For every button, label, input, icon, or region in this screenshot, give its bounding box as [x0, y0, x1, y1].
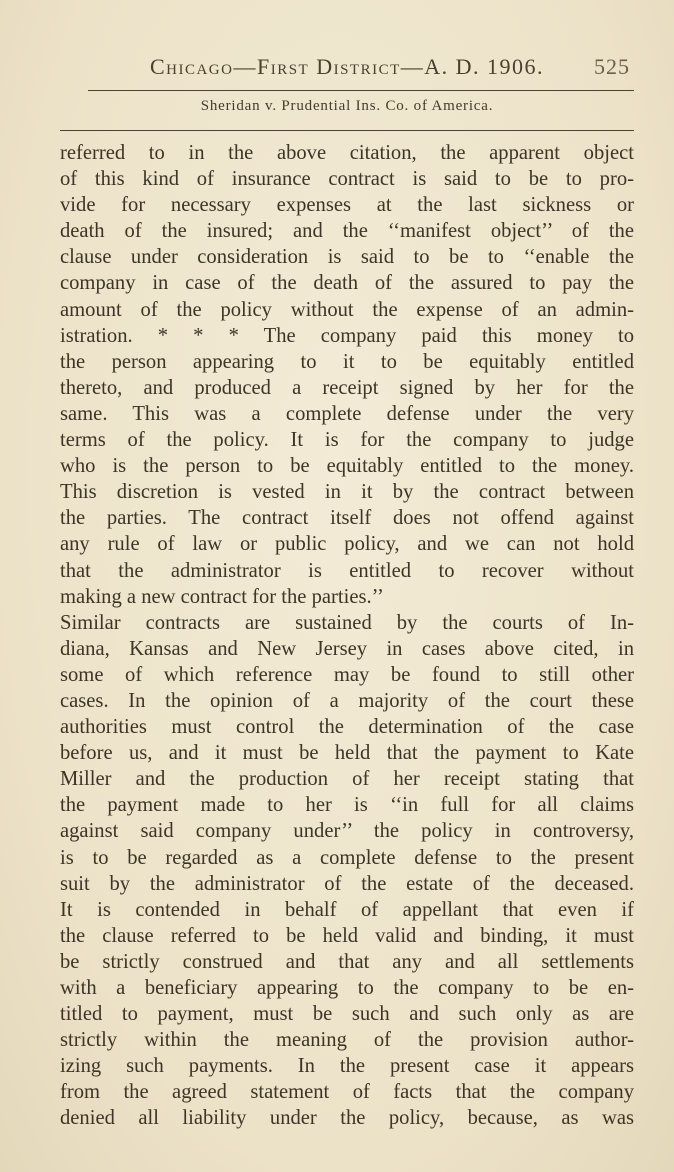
text-line: against said company under’’ the policy in controversy,: [60, 820, 634, 843]
text-line: thereto, and produced a receipt signed by her for the: [60, 376, 634, 399]
running-title: Chicago—First District—A. D. 1906.: [149, 54, 545, 79]
text-line: terms of the policy. It is for the company to judge: [60, 429, 634, 452]
page-number: 525: [594, 54, 630, 79]
text-line: referred to in the above citation, the apparent object: [60, 142, 634, 164]
text-line: izing such payments. In the present case it appears: [60, 1055, 634, 1078]
text-line: clause under consideration is said to be to ‘‘enable the: [60, 246, 634, 269]
text-line: before us, and it must be held that the payment to Kate: [60, 742, 634, 765]
header-rule-bottom: [60, 130, 634, 131]
text-line: any rule of law or public policy, and we can not hold: [60, 533, 634, 556]
text-line: that the administrator is entitled to recover without: [60, 559, 634, 582]
running-head: [60, 54, 634, 84]
text-line: This discretion is vested in it by the contract between: [60, 481, 634, 504]
text-line: who is the person to be equitably entitled to the money.: [60, 455, 634, 478]
text-line: amount of the policy without the expense of an admin-: [60, 298, 634, 321]
text-line: same. This was a complete defense under the very: [60, 402, 634, 425]
text-line: the person appearing to it to be equitably entitled: [60, 350, 634, 373]
text-line: be strictly construed and that any and all settlements: [60, 950, 634, 973]
text-line: diana, Kansas and New Jersey in cases above cited, in: [60, 637, 634, 660]
body-text: [60, 140, 634, 1132]
text-line: cases. In the opinion of a majority of the court these: [60, 689, 634, 712]
text-line: strictly within the meaning of the provision author-: [60, 1029, 634, 1052]
text-line: some of which reference may be found to still other: [60, 663, 634, 686]
text-line: titled to payment, must be such and such only as are: [60, 1003, 634, 1026]
text-line: It is contended in behalf of appellant that even if: [60, 898, 634, 921]
text-line: Similar contracts are sustained by the courts of In-: [60, 611, 634, 634]
text-line: the parties. The contract itself does not offend against: [60, 507, 634, 530]
text-line: with a beneficiary appearing to the company to be en-: [60, 977, 634, 999]
case-caption: Sheridan v. Prudential Ins. Co. of America.: [200, 98, 494, 114]
text-line: the clause referred to be held valid and binding, it must: [60, 924, 634, 947]
text-line: istration. * * * The company paid this money to: [60, 324, 634, 347]
text-line: making a new contract for the parties.’’: [60, 585, 384, 608]
text-line: is to be regarded as a complete defense to the present: [60, 846, 634, 869]
text-line: from the agreed statement of facts that the company: [60, 1081, 634, 1104]
text-line: Miller and the production of her receipt stating that: [60, 768, 634, 791]
text-line: vide for necessary expenses at the last sickness or: [60, 194, 634, 217]
text-line: company in case of the death of the assured to pay the: [60, 272, 634, 295]
header-rule-top: [88, 90, 634, 91]
text-line: denied all liability under the policy, because, as was: [60, 1107, 634, 1130]
text-line: the payment made to her is ‘‘in full for all claims: [60, 794, 634, 817]
text-line: of this kind of insurance contract is said to be to pro-: [60, 168, 634, 191]
text-line: death of the insured; and the ‘‘manifest object’’ of the: [60, 220, 634, 243]
text-line: suit by the administrator of the estate of the deceased.: [60, 872, 634, 895]
text-line: authorities must control the determination of the case: [60, 716, 634, 739]
